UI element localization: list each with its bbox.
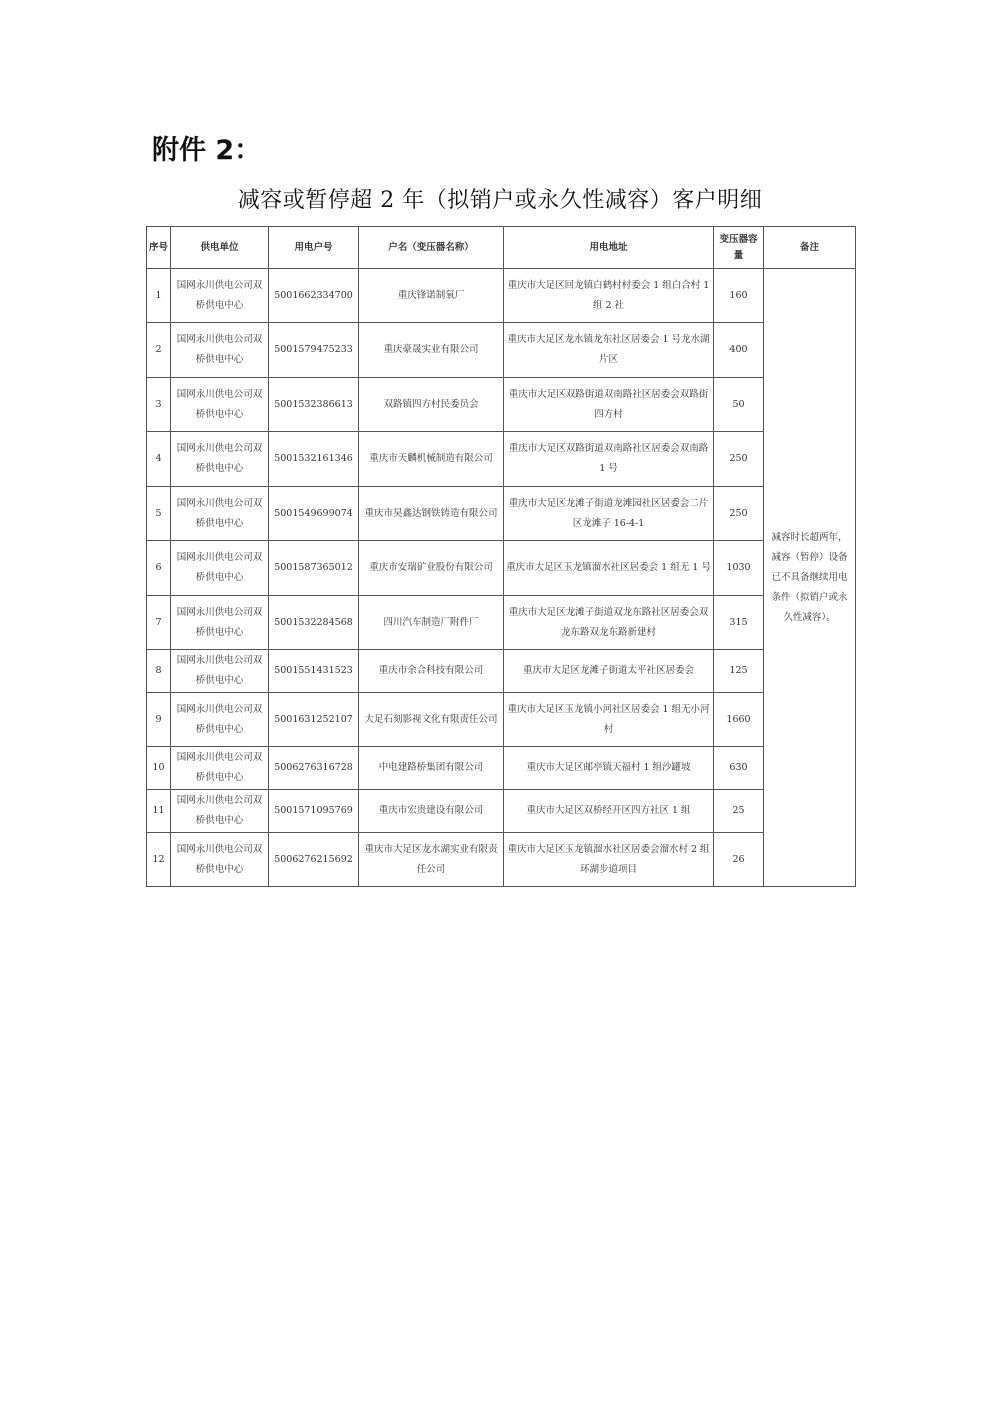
cell-seq: 12 <box>147 833 171 887</box>
cell-name: 中电建路桥集团有限公司 <box>359 747 504 790</box>
table-row <box>147 693 856 747</box>
cell-unit: 国网永川供电公司双桥供电中心 <box>171 596 269 650</box>
cell-seq: 2 <box>147 323 171 378</box>
table-row <box>147 650 856 693</box>
cell-unit: 国网永川供电公司双桥供电中心 <box>171 541 269 596</box>
cell-account: 5001571095769 <box>269 790 359 833</box>
attachment-label: 附件 2： <box>152 135 262 166</box>
cell-capacity: 400 <box>714 323 764 378</box>
cell-address: 重庆市大足区龙滩子街道太平社区居委会 <box>504 650 714 693</box>
header-account: 用电户号 <box>269 227 359 269</box>
cell-name: 重庆市昊鑫达钢铁铸造有限公司 <box>359 487 504 541</box>
cell-address: 重庆市大足区双桥经开区四方社区 1 组 <box>504 790 714 833</box>
cell-address: 重庆市大足区龙滩子街道龙滩园社区居委会二片区龙滩子 16-4-1 <box>504 487 714 541</box>
cell-capacity: 250 <box>714 487 764 541</box>
cell-seq: 11 <box>147 790 171 833</box>
table-row <box>147 323 856 378</box>
cell-unit: 国网永川供电公司双桥供电中心 <box>171 432 269 487</box>
header-unit: 供电单位 <box>171 227 269 269</box>
cell-remark: 减容时长超两年，减容（暂停）设备已不具备继续用电条件（拟销户或永久性减容）。 <box>764 269 856 887</box>
cell-unit: 国网永川供电公司双桥供电中心 <box>171 487 269 541</box>
cell-address: 重庆市大足区双路街道双南路社区居委会双路街四方村 <box>504 378 714 432</box>
cell-name: 双路镇四方村民委员会 <box>359 378 504 432</box>
table-row <box>147 269 856 323</box>
cell-address: 重庆市大足区邮亭镇天福村 1 组沙罐坡 <box>504 747 714 790</box>
cell-name: 重庆豪晟实业有限公司 <box>359 323 504 378</box>
cell-capacity: 125 <box>714 650 764 693</box>
cell-seq: 10 <box>147 747 171 790</box>
header-seq: 序号 <box>147 227 171 269</box>
cell-capacity: 26 <box>714 833 764 887</box>
cell-unit: 国网永川供电公司双桥供电中心 <box>171 693 269 747</box>
cell-address: 重庆市大足区龙水镇龙东社区居委会 1 号龙水湖片区 <box>504 323 714 378</box>
cell-seq: 7 <box>147 596 171 650</box>
cell-name: 重庆锋诺制氧厂 <box>359 269 504 323</box>
cell-unit: 国网永川供电公司双桥供电中心 <box>171 323 269 378</box>
cell-seq: 1 <box>147 269 171 323</box>
cell-seq: 4 <box>147 432 171 487</box>
cell-unit: 国网永川供电公司双桥供电中心 <box>171 747 269 790</box>
cell-seq: 8 <box>147 650 171 693</box>
table-row <box>147 790 856 833</box>
cell-address: 重庆市大足区回龙镇白鹤村村委会 1 组白合村 1 组 2 社 <box>504 269 714 323</box>
cell-seq: 5 <box>147 487 171 541</box>
cell-address: 重庆市大足区玉龙镇溜水社区居委会 1 组无 1 号 <box>504 541 714 596</box>
cell-account: 5006276215692 <box>269 833 359 887</box>
table-row <box>147 541 856 596</box>
cell-capacity: 1660 <box>714 693 764 747</box>
cell-capacity: 250 <box>714 432 764 487</box>
cell-address: 重庆市大足区玉龙镇溜水社区居委会溜水村 2 组环湖步道项目 <box>504 833 714 887</box>
cell-unit: 国网永川供电公司双桥供电中心 <box>171 650 269 693</box>
cell-name: 重庆市天麟机械制造有限公司 <box>359 432 504 487</box>
cell-unit: 国网永川供电公司双桥供电中心 <box>171 833 269 887</box>
header-capacity: 变压器容量 <box>714 227 764 269</box>
cell-seq: 3 <box>147 378 171 432</box>
table-header-row <box>147 227 856 269</box>
cell-seq: 6 <box>147 541 171 596</box>
cell-unit: 国网永川供电公司双桥供电中心 <box>171 790 269 833</box>
cell-seq: 9 <box>147 693 171 747</box>
cell-capacity: 50 <box>714 378 764 432</box>
cell-name: 重庆市余合科技有限公司 <box>359 650 504 693</box>
cell-unit: 国网永川供电公司双桥供电中心 <box>171 378 269 432</box>
table-row <box>147 596 856 650</box>
cell-capacity: 1030 <box>714 541 764 596</box>
table-row <box>147 378 856 432</box>
cell-account: 5001631252107 <box>269 693 359 747</box>
cell-capacity: 160 <box>714 269 764 323</box>
cell-account: 5001662334700 <box>269 269 359 323</box>
cell-account: 5001532161346 <box>269 432 359 487</box>
header-name: 户名（变压器名称） <box>359 227 504 269</box>
cell-name: 大足石刻影视文化有限责任公司 <box>359 693 504 747</box>
table-row <box>147 833 856 887</box>
cell-account: 5001579475233 <box>269 323 359 378</box>
header-remark: 备注 <box>764 227 856 269</box>
cell-name: 重庆市宏贵建设有限公司 <box>359 790 504 833</box>
cell-address: 重庆市大足区龙滩子街道双龙东路社区居委会双龙东路双龙东路新建村 <box>504 596 714 650</box>
cell-account: 5001532284568 <box>269 596 359 650</box>
cell-name: 重庆市安瑞矿业股份有限公司 <box>359 541 504 596</box>
table-row <box>147 747 856 790</box>
header-address: 用电地址 <box>504 227 714 269</box>
cell-capacity: 315 <box>714 596 764 650</box>
cell-account: 5001587365012 <box>269 541 359 596</box>
cell-name: 四川汽车制造厂附件厂 <box>359 596 504 650</box>
cell-address: 重庆市大足区双路街道双南路社区居委会双南路 1 号 <box>504 432 714 487</box>
document-title: 减容或暂停超 2 年（拟销户或永久性减容）客户明细 <box>237 188 763 213</box>
cell-name: 重庆市大足区龙水湖实业有限责任公司 <box>359 833 504 887</box>
table-row <box>147 487 856 541</box>
cell-account: 5001551431523 <box>269 650 359 693</box>
cell-account: 5001549699074 <box>269 487 359 541</box>
cell-capacity: 630 <box>714 747 764 790</box>
cell-account: 5006276316728 <box>269 747 359 790</box>
cell-account: 5001532386613 <box>269 378 359 432</box>
cell-address: 重庆市大足区玉龙镇小河社区居委会 1 组无小河村 <box>504 693 714 747</box>
cell-capacity: 25 <box>714 790 764 833</box>
customer-detail-table <box>146 226 856 887</box>
cell-unit: 国网永川供电公司双桥供电中心 <box>171 269 269 323</box>
table-row <box>147 432 856 487</box>
